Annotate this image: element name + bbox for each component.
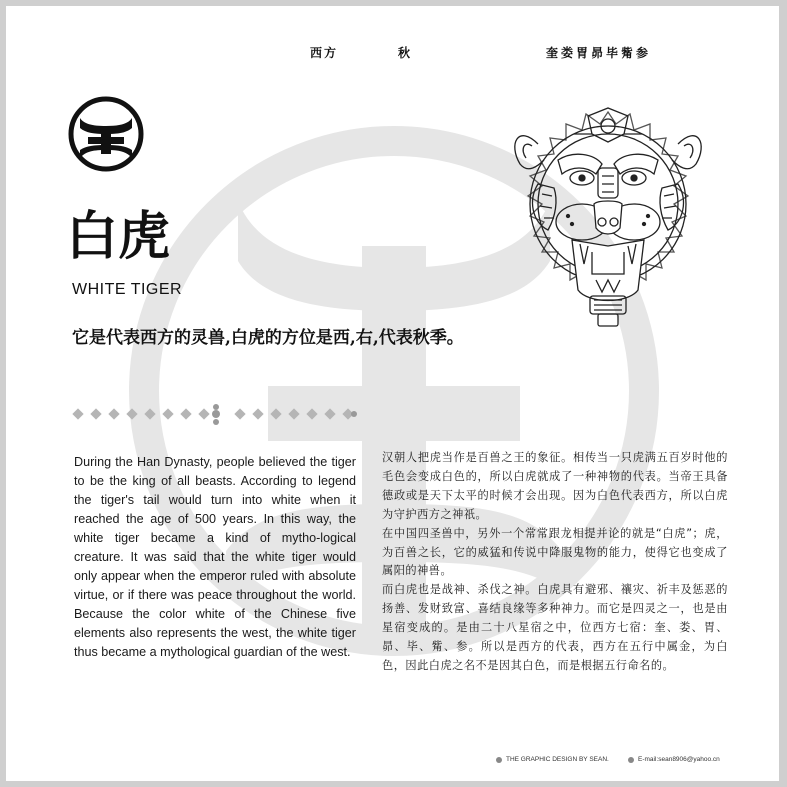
body-chinese-paragraph: 在中国四圣兽中，另外一个常常跟龙相提并论的就是“白虎”；虎，为百兽之长，它的威猛和传说中降服鬼物的能力，使得它也变成了属阳的神兽。 bbox=[382, 526, 728, 578]
title-english: WHITE TIGER bbox=[72, 281, 183, 298]
tiger-head-illustration bbox=[498, 104, 718, 334]
header-season: 秋 bbox=[398, 46, 413, 60]
footer-email-text[interactable]: E-mail:sean8906@yahoo.cn bbox=[638, 756, 720, 763]
bullet-dot-icon bbox=[628, 757, 634, 763]
tagline: 它是代表西方的灵兽,白虎的方位是西,右,代表秋季。 bbox=[72, 328, 464, 348]
title-chinese: 白虎 bbox=[66, 206, 171, 267]
body-chinese bbox=[382, 449, 728, 676]
footer-email bbox=[628, 756, 720, 763]
body-chinese-paragraph: 汉朝人把虎当作是百兽之王的象征。相传当一只虎满五百岁时他的毛色会变成白色的，所以白虎就成了一种神物的代表。当帝王具备德政或是天下太平的时候才会出现。因为白色代表西方，所以白虎为守护西方之神祇。 bbox=[382, 451, 728, 521]
diamond-divider bbox=[72, 402, 362, 432]
bullet-dot-icon bbox=[496, 757, 502, 763]
poster-page bbox=[6, 6, 779, 781]
wang-emblem-icon bbox=[68, 96, 144, 172]
body-chinese-paragraph: 而白虎也是战神、杀伐之神。白虎具有避邪、禳灾、祈丰及惩恶的扬善、发财致富、喜结良缘等多种神力。而它是四灵之一，也是由星宿变成的。是由二十八星宿之中，位西方七宿：奎、娄、胃、昴、毕、觜、参。所以是西方的代表，西方在五行中属金，为白色，因此白虎之名不是因其白色，而是根据五行命名的。 bbox=[382, 583, 728, 672]
header-direction: 西方 bbox=[310, 46, 339, 60]
footer-credit-text: THE GRAPHIC DESIGN BY SEAN. bbox=[506, 756, 609, 763]
footer-credit bbox=[496, 756, 609, 763]
body-english: During the Han Dynasty, people believed the tiger to be the king of all beasts. According to legend the tiger's tail would turn into white when it reached the age of 500 years. In this way, the white tiger became a kind of mytho-logical creature. It was said that the white tiger would only appear when the emperor ruled with absolute virtue, or if there was peace throughout the world. Because the color white of the Chinese five elements also represents the west, the white tiger thus became a mythological guardian of the west. bbox=[74, 455, 356, 659]
header-constellations: 奎娄胃昴毕觜参 bbox=[546, 46, 652, 60]
